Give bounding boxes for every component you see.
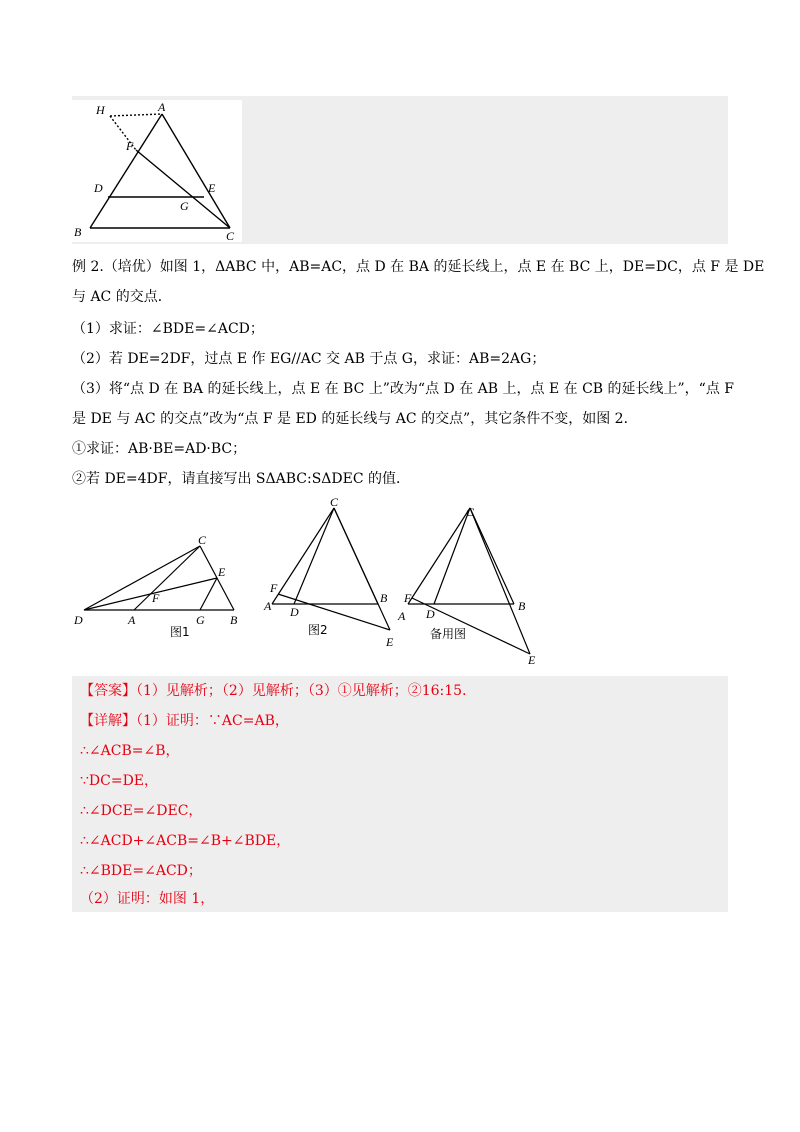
label-e: E [208, 181, 216, 195]
fig1-label-g: G [196, 613, 205, 627]
fig1-label-c: C [198, 533, 207, 547]
answer-detail-heading: 【详解】（1）证明：∵AC=AB， [80, 713, 289, 729]
figures-row [72, 498, 552, 670]
top-figure-svg [72, 100, 242, 242]
fig2-label-d: D [290, 605, 299, 619]
problem-line-6: 是 DE 与 AC 的交点”改为“点 F 是 ED 的延长线与 AC 的交点”，其它条件不变，如图 2． [72, 411, 638, 427]
answer-step-6: （2）证明：如图 1， [80, 891, 215, 907]
fig2-label-f: F [270, 581, 278, 595]
label-c: C [226, 229, 235, 242]
answer-summary: 【答案】（1）见解析；（2）见解析；（3）①见解析；②16:15． [80, 683, 477, 699]
label-h: H [96, 103, 105, 117]
fig1-label-a: A [128, 613, 136, 627]
label-f: F [126, 139, 134, 153]
fig2-caption: 图2 [308, 623, 328, 637]
fig3-caption: 备用图 [430, 627, 467, 641]
answer-block [72, 676, 728, 912]
problem-line-8: ②若 DE=4DF，请直接写出 SΔABC:SΔDEC 的值． [72, 471, 411, 487]
fig3-label-b: B [518, 599, 526, 613]
fig2-label-b: B [380, 591, 388, 605]
label-d: D [94, 181, 103, 195]
fig3-label-a: A [398, 609, 406, 623]
fig3-label-f: F [404, 591, 412, 605]
problem-line-1: 例 2.（培优）如图 1，ΔABC 中，AB=AC，点 D 在 BA 的延长线上，点 E 在 BC 上，DE=DC，点 F 是 DE [72, 259, 765, 275]
answer-step-4: ∴∠ACD+∠ACB=∠B+∠BDE， [80, 833, 291, 849]
fig1-label-e: E [218, 565, 226, 579]
answer-step-2: ∵DC=DE， [80, 773, 159, 789]
problem-line-7: ①求证：AB·BE=AD·BC； [72, 441, 247, 457]
fig2-label-a: A [264, 599, 272, 613]
problem-line-3: （1）求证：∠BDE=∠ACD； [72, 321, 264, 337]
answer-step-3: ∴∠DCE=∠DEC， [80, 803, 203, 819]
fig1-label-f: F [152, 591, 160, 605]
fig3-label-e: E [528, 653, 536, 667]
label-a: A [158, 100, 166, 114]
problem-line-2: 与 AC 的交点． [72, 289, 172, 305]
answer-step-5: ∴∠BDE=∠ACD； [80, 863, 202, 879]
figure-3-lines [408, 508, 530, 654]
fig1-label-d: D [74, 613, 83, 627]
top-geometry-figure [72, 100, 242, 242]
fig2-label-e: E [386, 635, 394, 649]
top-figure-block [72, 96, 728, 244]
fig1-caption: 图1 [170, 625, 190, 639]
label-g: G [180, 199, 189, 213]
figures-svg [72, 498, 552, 670]
answer-step-1: ∴∠ACB=∠B， [80, 743, 180, 759]
problem-line-4: （2）若 DE=2DF，过点 E 作 EG//AC 交 AB 于点 G，求证：AB=2AG； [72, 351, 546, 367]
fig2-label-c: C [330, 498, 339, 509]
problem-line-5: （3）将“点 D 在 BA 的延长线上，点 E 在 BC 上”改为“点 D 在 AB 上，点 E 在 CB 的延长线上”，“点 F [72, 381, 735, 397]
label-b: B [74, 225, 82, 239]
fig1-label-b: B [230, 613, 238, 627]
fig3-label-d: D [426, 607, 435, 621]
fig3-label-c: C [466, 505, 475, 519]
